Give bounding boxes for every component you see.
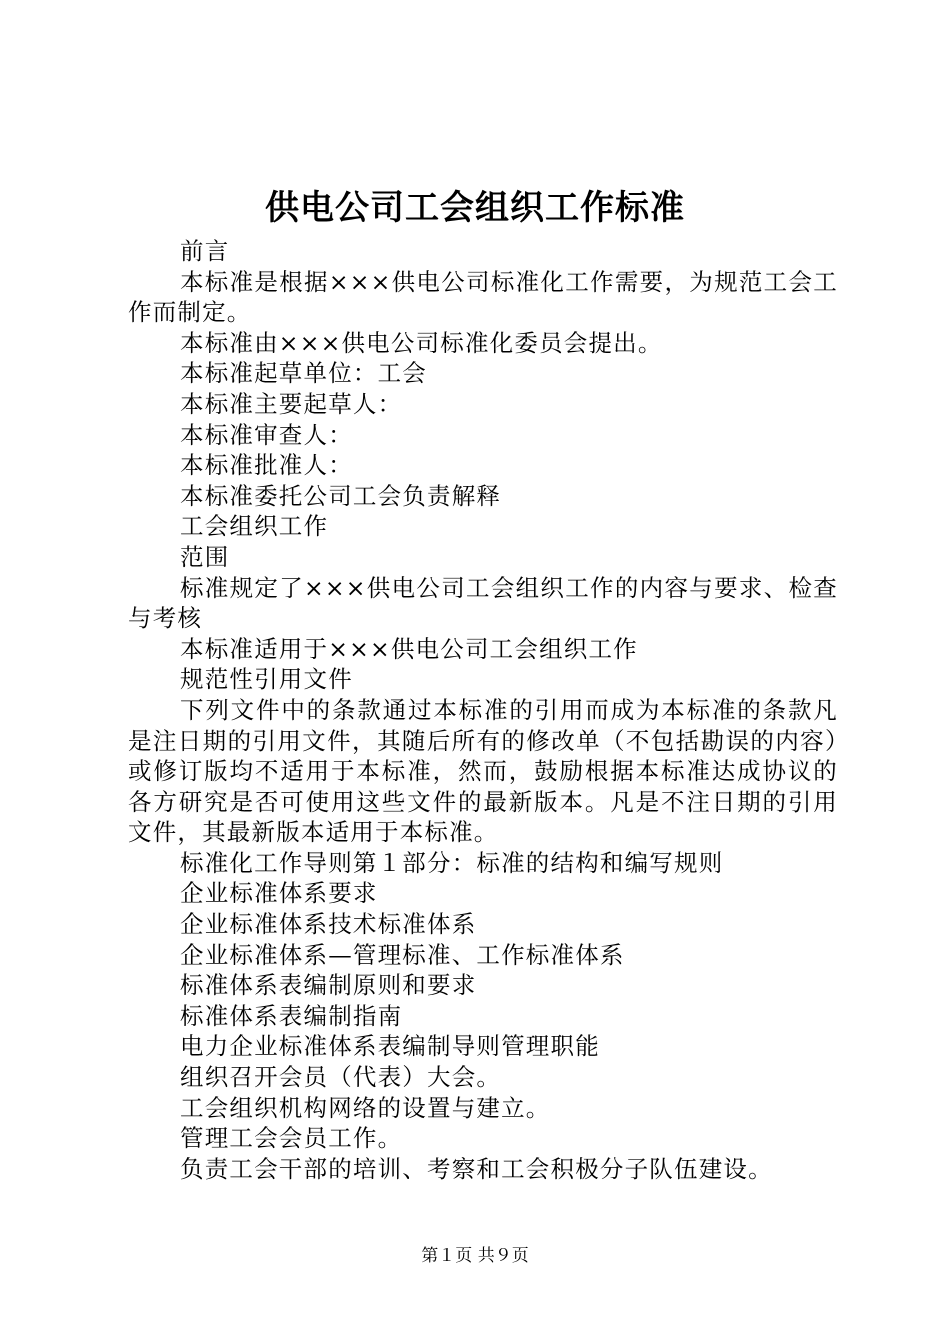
page-footer: 第１页 共９页	[421, 1246, 529, 1266]
paragraph-preface: 前言	[180, 237, 230, 265]
reference-item: 电力企业标准体系表编制导则管理职能	[180, 1032, 600, 1061]
reference-item: 企业标准体系—管理标准、工作标准体系	[180, 940, 625, 969]
page-title: 供电公司工会组织工作标准	[265, 188, 685, 228]
paragraph: 本标准批准人：	[180, 451, 353, 480]
reference-item: 标准体系表编制原则和要求	[180, 971, 477, 1000]
section-heading: 规范性引用文件	[180, 665, 353, 694]
section-heading: 范围	[180, 542, 230, 571]
duty-item: 负责工会干部的培训、考察和工会积极分子队伍建设。	[180, 1154, 773, 1183]
reference-item: 标准化工作导则第１部分：标准的结构和编写规则	[180, 848, 724, 877]
paragraph: 本标准适用于×××供电公司工会组织工作	[180, 634, 638, 663]
paragraph: 本标准审查人：	[180, 420, 353, 449]
paragraph: 本标准主要起草人：	[180, 389, 403, 418]
duty-item: 组织召开会员（代表）大会。	[180, 1063, 502, 1092]
document-body	[128, 236, 838, 1184]
reference-item: 企业标准体系要求	[180, 879, 378, 908]
paragraph: 本标准委托公司工会负责解释	[180, 481, 502, 510]
reference-item: 企业标准体系技术标准体系	[180, 910, 477, 939]
paragraph: 本标准由×××供电公司标准化委员会提出。	[180, 328, 663, 357]
paragraph: 本标准起草单位：工会	[180, 359, 427, 388]
reference-item: 标准体系表编制指南	[180, 1001, 403, 1030]
paragraph: 本标准是根据×××供电公司标准化工作需要，为规范工会工作而制定。	[128, 267, 838, 327]
duty-item: 管理工会会员工作。	[180, 1124, 403, 1153]
section-heading: 工会组织工作	[180, 512, 329, 541]
duty-item: 工会组织机构网络的设置与建立。	[180, 1093, 551, 1122]
paragraph: 下列文件中的条款通过本标准的引用而成为本标准的条款凡是注日期的引用文件，其随后所有的修改单（不包括勘误的内容）或修订版均不适用于本标准，然而，鼓励根据本标准达成协议的各方研究是否可使用这些文件的最新版本。凡是不注日期的引用文件，其最新版本适用于本标准。	[128, 695, 838, 847]
paragraph: 标准规定了×××供电公司工会组织工作的内容与要求、检查与考核	[128, 573, 838, 633]
